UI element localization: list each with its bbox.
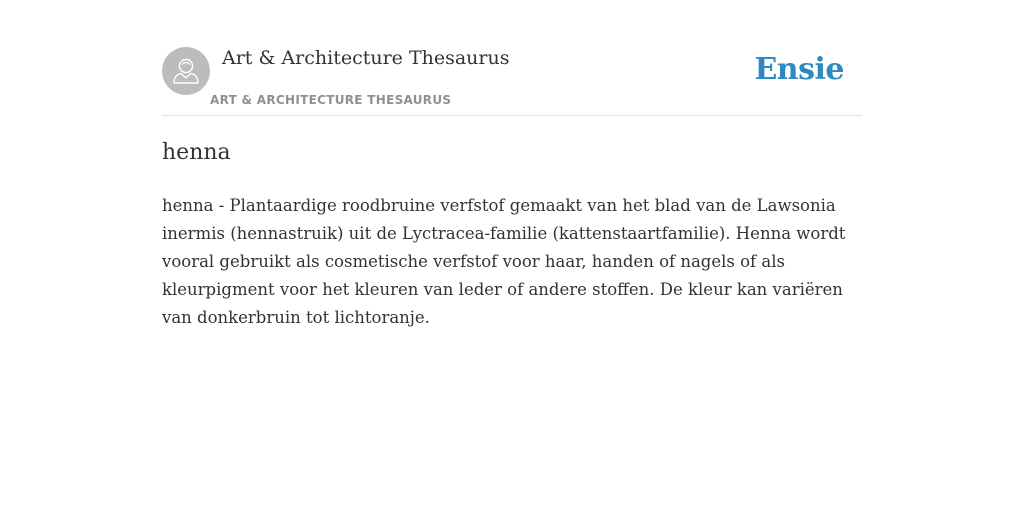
entry-title: henna [162, 140, 231, 165]
entry-body: henna - Plantaardige roodbruine verfstof gemaakt van het blad van de Lawsonia inermis (hennastruik) uit de Lyctracea-familie (kattenstaartfamilie). Henna wordt vooral gebruikt als cosmetische verfstof voor haar, handen of nagels of als kleurpigment voor het kleuren van leder of andere stoffen. De kleur kan variëren van donkerbruin tot lichtoranje. [162, 196, 846, 327]
avatar[interactable] [162, 47, 210, 95]
brand-logo[interactable]: Ensie [754, 52, 844, 87]
user-outline-icon [162, 47, 210, 95]
source-subtitle[interactable]: ART & ARCHITECTURE THESAURUS [210, 93, 452, 107]
source-header [162, 46, 862, 116]
source-title[interactable]: Art & Architecture Thesaurus [222, 47, 510, 69]
